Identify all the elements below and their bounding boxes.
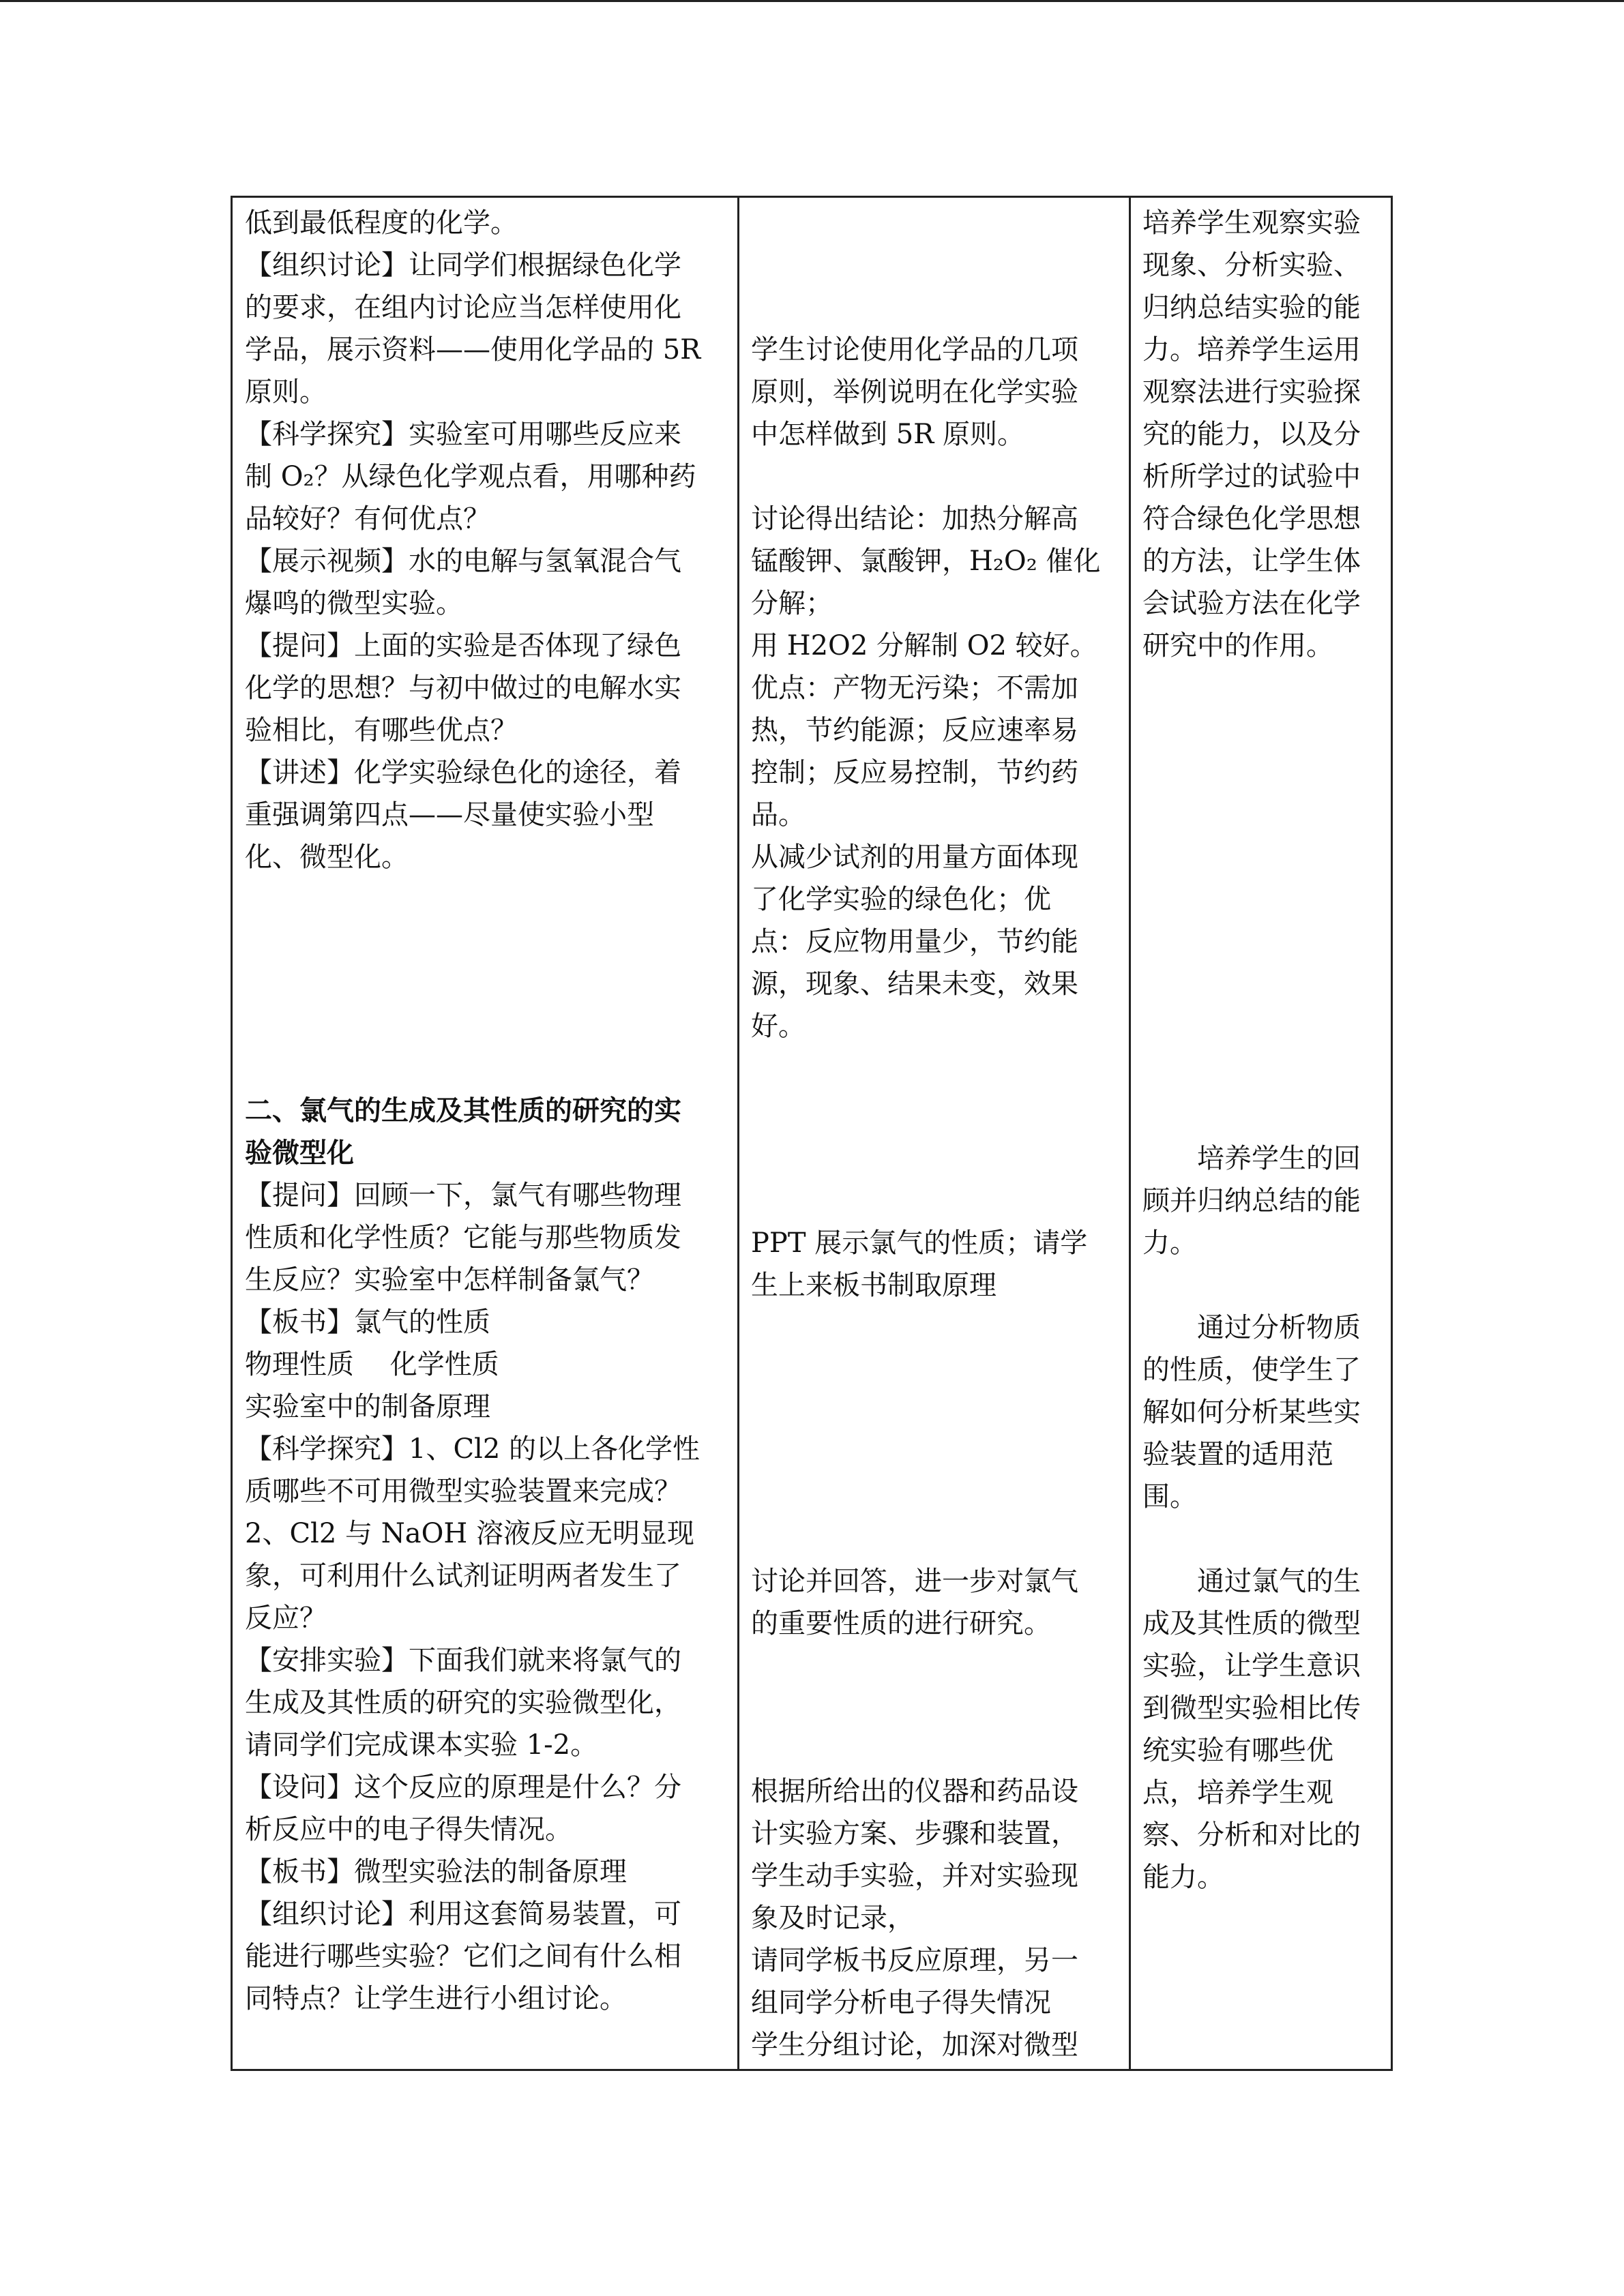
text-line: 归纳总结实验的能 [1142, 292, 1361, 323]
text-line: 验装置的适用范 [1142, 1439, 1333, 1470]
teacher-activity-column [245, 198, 722, 2020]
text-line: 【展示视频】水的电解与氢氧混合气 [245, 546, 681, 577]
text-line: 点：反应物用量少，节约能 [751, 926, 1078, 957]
lesson-plan-table [231, 196, 1393, 2071]
text-line: 通过氯气的生 [1142, 1566, 1361, 1597]
column-divider-2 [1129, 198, 1131, 2069]
text-line: 成及其性质的微型 [1142, 1608, 1361, 1639]
student-activity-block-2 [751, 498, 1106, 1047]
text-line: 控制；反应易控制，节约药 [751, 757, 1078, 788]
text-line: PPT 展示氯气的性质；请学 [751, 1227, 1088, 1259]
text-line: 的方法，让学生体 [1142, 546, 1361, 577]
text-line: 计实验方案、步骤和装置， [751, 1818, 1078, 1849]
text-line: 爆鸣的微型实验。 [245, 588, 463, 619]
text-line: 学生讨论使用化学品的几项 [751, 334, 1078, 366]
text-line: 生成及其性质的研究的实验微型化， [245, 1687, 681, 1718]
text-line: 观察法进行实验探 [1142, 376, 1361, 408]
text-line: 重强调第四点——尽量使实验小型 [245, 799, 654, 831]
text-line: 学生分组讨论，加深对微型 [751, 2029, 1078, 2061]
student-activity-block-4 [751, 1560, 1106, 1645]
text-line: 验微型化 [245, 1137, 354, 1169]
text-line: 品较好？有何优点？ [245, 503, 490, 535]
text-line: 【讲述】化学实验绿色化的途径，着 [245, 757, 681, 788]
text-line: 二、氯气的生成及其性质的研究的实 [245, 1094, 681, 1127]
text-line: 分解； [751, 588, 833, 619]
text-line: 培养学生的回 [1142, 1143, 1361, 1174]
text-line: 【设问】这个反应的原理是什么？分 [245, 1772, 681, 1803]
section-heading [245, 1090, 722, 1174]
text-line: 了化学实验的绿色化；优 [751, 884, 1051, 915]
text-line: 2、Cl2 与 NaOH 溶液反应无明显现 [245, 1518, 694, 1549]
text-line: 【提问】回顾一下，氯气有哪些物理 [245, 1180, 681, 1211]
text-line: 从减少试剂的用量方面体现 [751, 841, 1078, 873]
text-line: 源，现象、结果未变，效果 [751, 968, 1078, 1000]
text-line: 热，节约能源；反应速率易 [751, 715, 1078, 746]
text-line: 用 H2O2 分解制 O2 较好。 [751, 630, 1097, 661]
text-line: 顾并归纳总结的能 [1142, 1185, 1361, 1217]
text-line: 符合绿色化学思想 [1142, 503, 1361, 535]
text-line: 察、分析和对比的 [1142, 1819, 1361, 1851]
text-line: 究的能力，以及分 [1142, 419, 1361, 450]
text-line: 品。 [751, 799, 806, 831]
text-line: 点，培养学生观 [1142, 1777, 1333, 1808]
text-line: 【安排实验】下面我们就来将氯气的 [245, 1645, 681, 1676]
text-line: 能进行哪些实验？它们之间有什么相 [245, 1941, 681, 1972]
text-line: 原则，举例说明在化学实验 [751, 376, 1078, 408]
text-line: 生反应？实验室中怎样制备氯气？ [245, 1264, 654, 1296]
text-line: 化、微型化。 [245, 841, 409, 873]
text-line: 验相比，有哪些优点？ [245, 715, 518, 746]
text-line: 优点：产物无污染；不需加 [751, 672, 1078, 704]
text-line: 【板书】氯气的性质 [245, 1307, 490, 1338]
student-activity-block-3 [751, 1222, 1106, 1307]
text-line: 实验室中的制备原理 [245, 1391, 490, 1422]
teacher-activity-part-2 [245, 1174, 722, 2020]
text-line: 通过分析物质 [1142, 1312, 1361, 1343]
design-intent-block-1 [1142, 202, 1381, 667]
student-activity-block-1 [751, 329, 1106, 456]
student-activity-block-5 [751, 1770, 1106, 2066]
text-line: 生上来板书制取原理 [751, 1270, 996, 1301]
text-line: 质哪些不可用微型实验装置来完成？ [245, 1476, 681, 1507]
text-line: 【板书】微型实验法的制备原理 [245, 1856, 627, 1888]
design-intent-block-3 [1142, 1307, 1381, 1518]
text-line: 反应？ [245, 1602, 327, 1634]
text-line: 会试验方法在化学 [1142, 588, 1361, 619]
text-line: 组同学分析电子得失情况 [751, 1987, 1051, 2018]
text-line: 制 O₂？从绿色化学观点看，用哪种药 [245, 461, 696, 492]
text-line: 学品，展示资料——使用化学品的 5R [245, 334, 701, 366]
text-line: 【提问】上面的实验是否体现了绿色 [245, 630, 681, 661]
text-line: 到微型实验相比传 [1142, 1693, 1361, 1724]
column-divider-1 [737, 198, 739, 2069]
text-line: 围。 [1142, 1481, 1197, 1512]
text-line: 【科学探究】1、Cl2 的以上各化学性 [245, 1433, 700, 1465]
text-line: 性质和化学性质？它能与那些物质发 [245, 1222, 681, 1253]
text-line: 统实验有哪些优 [1142, 1735, 1333, 1766]
text-line: 同特点？让学生进行小组讨论。 [245, 1983, 627, 2014]
text-line: 象及时记录， [751, 1903, 915, 1934]
text-line: 能力。 [1142, 1862, 1224, 1893]
text-line: 析所学过的试验中 [1142, 461, 1361, 492]
design-intent-block-2 [1142, 1137, 1381, 1264]
text-line: 讨论得出结论：加热分解高 [751, 503, 1078, 535]
text-line: 解如何分析某些实 [1142, 1397, 1361, 1428]
text-line: 根据所给出的仪器和药品设 [751, 1776, 1078, 1807]
text-line: 【科学探究】实验室可用哪些反应来 [245, 419, 681, 450]
text-line: 研究中的作用。 [1142, 630, 1333, 661]
text-line: 物理性质 化学性质 [245, 1349, 499, 1380]
text-line: 的性质，使学生了 [1142, 1354, 1361, 1386]
text-line: 学生动手实验，并对实验现 [751, 1860, 1078, 1892]
text-line: 力。培养学生运用 [1142, 334, 1361, 366]
text-line: 的重要性质的进行研究。 [751, 1608, 1051, 1639]
text-line: 好。 [751, 1011, 806, 1042]
text-line: 锰酸钾、氯酸钾，H₂O₂ 催化 [751, 546, 1101, 577]
text-line: 析反应中的电子得失情况。 [245, 1814, 572, 1845]
text-line: 请同学们完成课本实验 1-2。 [245, 1729, 598, 1761]
text-line: 原则。 [245, 376, 327, 408]
text-line: 化学的思想？与初中做过的电解水实 [245, 672, 681, 704]
text-line: 象，可利用什么试剂证明两者发生了 [245, 1560, 681, 1592]
text-line: 低到最低程度的化学。 [245, 207, 518, 239]
text-line: 的要求，在组内讨论应当怎样使用化 [245, 292, 681, 323]
text-line: 实验，让学生意识 [1142, 1650, 1361, 1682]
text-line: 现象、分析实验、 [1142, 250, 1361, 281]
text-line: 中怎样做到 5R 原则。 [751, 419, 1024, 450]
text-line: 【组织讨论】利用这套简易装置，可 [245, 1898, 681, 1930]
text-line: 培养学生观察实验 [1142, 207, 1361, 239]
design-intent-block-4 [1142, 1560, 1381, 1898]
page-top-border [0, 0, 1624, 2]
text-line: 请同学板书反应原理，另一 [751, 1945, 1078, 1976]
text-line: 力。 [1142, 1227, 1197, 1259]
teacher-activity-part-1 [245, 202, 722, 878]
text-line: 讨论并回答，进一步对氯气 [751, 1566, 1078, 1597]
text-line: 【组织讨论】让同学们根据绿色化学 [245, 250, 681, 281]
